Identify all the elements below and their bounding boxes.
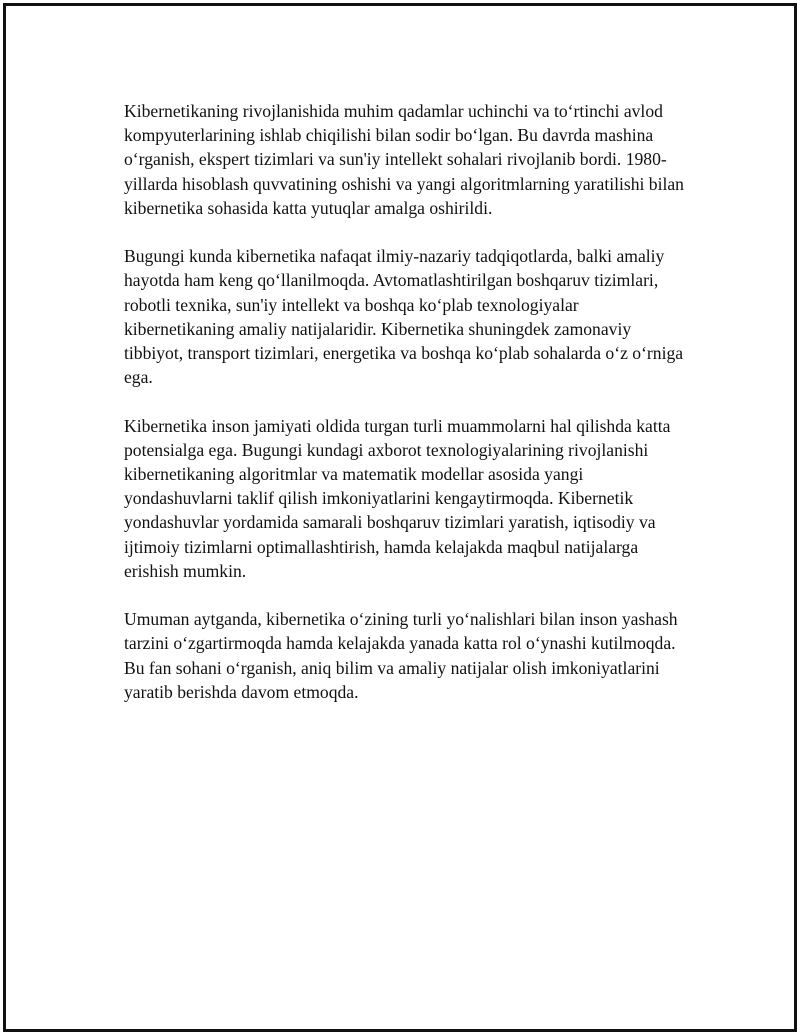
page-frame [3, 3, 797, 1032]
paragraph-3: Kibernetika inson jamiyati oldida turgan turli muammolarni hal qilishda katta potensialga ega. Bugungi kundagi axborot texnologiyalarining rivojlanishi kibernetikaning algoritmlar va matematik modellar asosida yangi yondashuvlarni taklif qilish imkoniyatlarini kengaytirmoqda. Kibernetik yondashuvlar yordamida samarali boshqaruv tizimlari yaratish, iqtisodiy va ijtimoiy tizimlarni optimallashtirish, hamda kelajakda maqbul natijalarga erishish mumkin. [124, 415, 671, 581]
document-body [124, 99, 689, 728]
paragraph-4: Umuman aytganda, kibernetika o‘zining turli yo‘nalishlari bilan inson yashash tarzini o‘zgartirmoqda hamda kelajakda yanada katta rol o‘ynashi kutilmoqda. Bu fan sohani o‘rganish, aniq bilim va amaliy natijalar olish imkoniyatlarini yaratib berishda davom etmoqda. [124, 609, 678, 702]
paragraph-2: Bugungi kunda kibernetika nafaqat ilmiy-nazariy tadqiqotlarda, balki amaliy hayotda ham keng qo‘llanilmoqda. Avtomatlashtirilgan boshqaruv tizimlari, robotli texnika, sun'iy intellekt va boshqa ko‘plab texnologiyalar kibernetikaning amaliy natijalaridir. Kibernetika shuningdek zamonaviy tibbiyot, transport tizimlari, energetika va boshqa ko‘plab sohalarda o‘z o‘rniga ega. [124, 246, 684, 388]
paragraph-1: Kibernetikaning rivojlanishida muhim qadamlar uchinchi va to‘rtinchi avlod kompyuterlarining ishlab chiqilishi bilan sodir bo‘lgan. Bu davrda mashina o‘rganish, ekspert tizimlari va sun'iy intellekt sohalari rivojlanib bordi. 1980-yillarda hisoblash quvvatining oshishi va yangi algoritmlarning yaratilishi bilan kibernetika sohasida katta yutuqlar amalga oshirildi. [124, 101, 684, 218]
